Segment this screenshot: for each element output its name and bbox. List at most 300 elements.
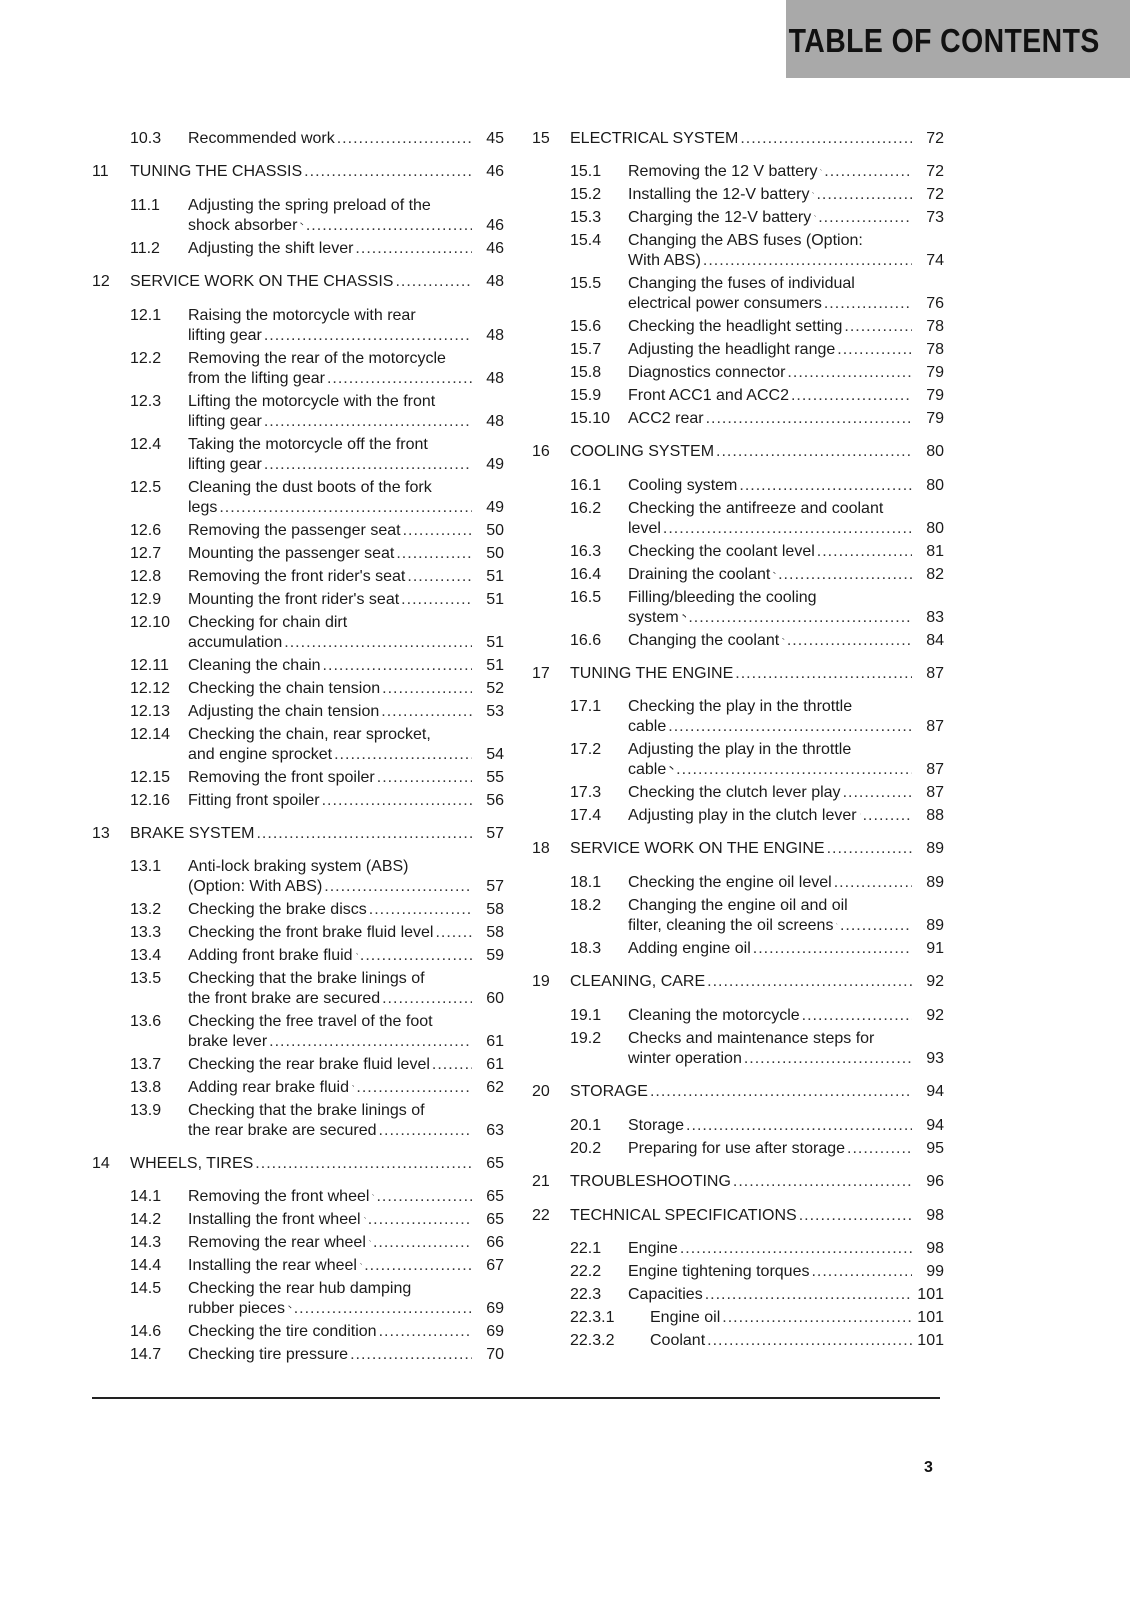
toc-entry-title: Preparing for use after storage <box>628 1140 846 1157</box>
toc-page-number: 74 <box>926 252 944 269</box>
dot-leader <box>382 989 472 1009</box>
toc-page-number: 61 <box>486 1033 504 1050</box>
toc-entry-number: 13.1 <box>130 858 162 875</box>
toc-entry-title: Changing the engine oil and oil <box>628 897 848 914</box>
toc-section-entry[interactable] <box>92 702 504 722</box>
toc-entry-number: 14.6 <box>130 1323 162 1340</box>
toc-entry-title: Capacities <box>628 1286 703 1303</box>
toc-entry-text <box>188 946 472 966</box>
toc-entry-title: Engine tightening torques <box>628 1263 810 1280</box>
toc-page-number: 65 <box>486 1188 504 1205</box>
toc-section-entry[interactable] <box>532 806 944 826</box>
toc-entry-text <box>188 1345 472 1365</box>
toc-entry-number: 11.2 <box>130 240 160 257</box>
toc-entry-title: Cleaning the chain <box>188 657 321 674</box>
toc-entry-text <box>650 1308 912 1328</box>
toc-entry-title: Installing the rear wheel <box>188 1257 357 1274</box>
toc-section-entry[interactable] <box>532 386 944 406</box>
toc-section-entry[interactable] <box>92 239 504 259</box>
dot-leader <box>350 1345 472 1365</box>
toc-section-entry[interactable] <box>92 435 504 475</box>
toc-entry-title: Coolant <box>650 1332 706 1349</box>
toc-entry-title: Anti-lock braking system (ABS) <box>188 858 409 875</box>
toc-entry-number: 13.7 <box>130 1056 162 1073</box>
toc-entry-text <box>570 1172 912 1192</box>
toc-section-entry[interactable] <box>92 768 504 788</box>
toc-entry-text <box>628 317 912 337</box>
toc-section-entry[interactable] <box>532 896 944 936</box>
page-number: 3 <box>924 1459 933 1476</box>
toc-entry-number: 16.1 <box>570 477 602 494</box>
dot-leader <box>364 1256 472 1276</box>
toc-section-entry[interactable] <box>92 1012 504 1052</box>
toc-entry-text <box>650 1331 912 1351</box>
toc-section-entry[interactable] <box>92 725 504 765</box>
toc-entry-number: 12.8 <box>130 568 162 585</box>
dot-leader <box>837 340 912 360</box>
toc-entry-text <box>188 478 472 518</box>
toc-entry-title: shock absorber <box>188 217 298 234</box>
dot-leader <box>824 162 912 182</box>
footer-divider <box>92 1397 940 1399</box>
toc-entry-text <box>188 1055 472 1075</box>
toc-entry-text <box>188 923 472 943</box>
toc-section-entry[interactable] <box>532 409 944 429</box>
toc-section-entry[interactable] <box>532 1006 944 1026</box>
toc-entry-text <box>628 939 912 959</box>
toc-entry-number: 10.3 <box>130 130 162 147</box>
dot-leader <box>284 633 472 653</box>
toc-entry-text <box>628 542 912 562</box>
toc-entry-number: 16.5 <box>570 589 602 606</box>
toc-section-entry[interactable] <box>532 697 944 737</box>
toc-entry-number: 13.3 <box>130 924 162 941</box>
toc-section-entry[interactable] <box>92 1233 504 1253</box>
toc-page-number: 51 <box>486 634 504 651</box>
dot-leader <box>818 208 912 228</box>
toc-entry-text <box>628 1116 912 1136</box>
toc-entry-number: 12.12 <box>130 680 171 697</box>
toc-entry-text <box>628 162 912 182</box>
toc-page-number: 67 <box>486 1257 504 1274</box>
toc-entry-title: Charging the 12-V battery <box>628 209 812 226</box>
toc-section-entry[interactable] <box>532 1139 944 1159</box>
toc-page-number: 79 <box>926 387 944 404</box>
toc-page-number: 72 <box>926 186 944 203</box>
toc-entry-title: accumulation <box>188 634 283 651</box>
toc-entry-text <box>628 783 912 803</box>
toc-section-entry[interactable] <box>532 631 944 651</box>
toc-entry-title: the rear brake are secured <box>188 1122 377 1139</box>
toc-section-entry[interactable] <box>532 476 944 496</box>
toc-entry-title: Adjusting the spring preload of the <box>188 197 431 214</box>
toc-page-number: 99 <box>926 1263 944 1280</box>
toc-page-number: 61 <box>486 1056 504 1073</box>
toc-entry-title: Checking tire pressure <box>188 1346 349 1363</box>
wrench-icon <box>682 610 687 622</box>
toc-entry-title: Storage <box>628 1117 685 1134</box>
dot-leader <box>294 1299 472 1319</box>
toc-section-entry[interactable] <box>532 939 944 959</box>
toc-section-entry[interactable] <box>532 317 944 337</box>
toc-chapter-entry[interactable] <box>532 664 944 684</box>
toc-section-entry[interactable] <box>92 613 504 653</box>
dot-leader <box>733 1172 912 1192</box>
toc-entry-number: 21 <box>532 1173 550 1190</box>
toc-entry-title: (Option: With ABS) <box>188 878 323 895</box>
toc-entry-text <box>188 1187 472 1207</box>
toc-entry-number: 15.7 <box>570 341 602 358</box>
toc-entry-number: 14.1 <box>130 1188 162 1205</box>
toc-entry-title: Checking the play in the throttle <box>628 698 853 715</box>
toc-entry-text <box>188 239 472 259</box>
toc-entry-number: 12.13 <box>130 703 171 720</box>
toc-section-entry[interactable] <box>532 1308 944 1328</box>
toc-entry-text <box>188 857 472 897</box>
dot-leader <box>381 702 472 722</box>
toc-entry-title: Checking the engine oil level <box>628 874 832 891</box>
toc-page-number: 101 <box>917 1309 944 1326</box>
toc-section-entry[interactable] <box>92 1055 504 1075</box>
toc-section-entry[interactable] <box>532 1239 944 1259</box>
header-banner <box>786 0 1130 78</box>
toc-entry-number: 22.3 <box>570 1286 602 1303</box>
toc-section-entry[interactable] <box>92 656 504 676</box>
toc-entry-number: 12.14 <box>130 726 171 743</box>
toc-entry-number: 15.2 <box>570 186 602 203</box>
toc-section-entry[interactable] <box>532 185 944 205</box>
toc-chapter-entry[interactable] <box>92 824 504 844</box>
toc-page-number: 45 <box>486 130 504 147</box>
dot-leader <box>688 608 912 628</box>
toc-section-entry[interactable] <box>532 363 944 383</box>
toc-entry-text <box>188 613 472 653</box>
toc-section-entry[interactable] <box>92 1101 504 1141</box>
toc-entry-number: 16.3 <box>570 543 602 560</box>
toc-entry-text <box>628 740 912 780</box>
dot-leader <box>668 717 912 737</box>
toc-entry-number: 18.2 <box>570 897 602 914</box>
toc-page-number: 79 <box>926 364 944 381</box>
toc-entry-title: Raising the motorcycle with rear <box>188 307 416 324</box>
toc-section-entry[interactable] <box>92 544 504 564</box>
toc-section-entry[interactable] <box>92 946 504 966</box>
toc-entry-title: Adding rear brake fluid <box>188 1079 349 1096</box>
toc-page-number: 92 <box>926 973 944 990</box>
toc-section-entry[interactable] <box>92 478 504 518</box>
dot-leader <box>355 239 472 259</box>
toc-entry-title: STORAGE <box>570 1083 648 1100</box>
wrench-icon <box>773 567 776 579</box>
toc-page-number: 57 <box>486 878 504 895</box>
toc-section-entry[interactable] <box>92 1210 504 1230</box>
toc-entry-title: Fitting front spoiler <box>188 792 320 809</box>
toc-section-entry[interactable] <box>532 1331 944 1351</box>
toc-entry-title: TROUBLESHOOTING <box>570 1173 731 1190</box>
toc-entry-text <box>188 900 472 920</box>
dot-leader <box>686 1116 912 1136</box>
toc-section-entry[interactable] <box>532 783 944 803</box>
toc-entry-number: 18.3 <box>570 940 602 957</box>
toc-entry-number: 15.9 <box>570 387 602 404</box>
toc-section-entry[interactable] <box>92 1345 504 1365</box>
toc-page-number: 89 <box>926 917 944 934</box>
toc-page-number: 49 <box>486 499 504 516</box>
toc-page-number: 101 <box>917 1286 944 1303</box>
toc-page-number: 93 <box>926 1050 944 1067</box>
dot-leader <box>802 1006 912 1026</box>
toc-section-entry[interactable] <box>92 791 504 811</box>
dot-leader <box>753 939 912 959</box>
toc-entry-text <box>628 340 912 360</box>
toc-section-entry[interactable] <box>532 1285 944 1305</box>
toc-entry-text <box>628 588 912 628</box>
toc-section-entry[interactable] <box>532 1116 944 1136</box>
toc-entry-text <box>188 791 472 811</box>
toc-entry-title: Checking the front brake fluid level <box>188 924 434 941</box>
toc-entry-text <box>570 1082 912 1102</box>
toc-page-number: 53 <box>486 703 504 720</box>
toc-entry-number: 14.7 <box>130 1346 162 1363</box>
toc-page-number: 55 <box>486 769 504 786</box>
toc-entry-title: Taking the motorcycle off the front <box>188 436 428 453</box>
toc-page-number: 69 <box>486 1323 504 1340</box>
toc-page-number: 72 <box>926 163 944 180</box>
toc-entry-title: WHEELS, TIRES <box>130 1155 254 1172</box>
toc-entry-title: Checking for chain dirt <box>188 614 348 631</box>
toc-section-entry[interactable] <box>92 1279 504 1319</box>
toc-page-number: 57 <box>486 825 504 842</box>
toc-entry-title: Installing the 12-V battery <box>628 186 810 203</box>
toc-entry-number: 12.2 <box>130 350 162 367</box>
toc-section-entry[interactable] <box>532 542 944 562</box>
toc-chapter-entry[interactable] <box>532 972 944 992</box>
wrench-icon <box>356 948 358 960</box>
toc-section-entry[interactable] <box>532 1029 944 1069</box>
toc-section-entry[interactable] <box>92 900 504 920</box>
toc-entry-number: 15 <box>532 130 550 147</box>
toc-entry-number: 13.5 <box>130 970 162 987</box>
toc-entry-text <box>628 806 912 826</box>
toc-entry-title: Removing the rear wheel <box>188 1234 366 1251</box>
toc-section-entry[interactable] <box>92 1256 504 1276</box>
toc-page-number: 101 <box>917 1332 944 1349</box>
toc-chapter-entry[interactable] <box>92 272 504 292</box>
toc-entry-text <box>628 274 912 314</box>
toc-page-number: 91 <box>926 940 944 957</box>
toc-section-entry[interactable] <box>532 873 944 893</box>
toc-entry-number: 13.2 <box>130 901 162 918</box>
toc-page-number: 76 <box>926 295 944 312</box>
dot-leader <box>791 386 912 406</box>
toc-page-number: 60 <box>486 990 504 1007</box>
toc-page-number: 81 <box>926 543 944 560</box>
toc-chapter-entry[interactable] <box>532 1082 944 1102</box>
toc-section-entry[interactable] <box>532 499 944 539</box>
toc-entry-text <box>570 972 912 992</box>
dot-leader <box>817 542 912 562</box>
toc-entry-text <box>188 392 472 432</box>
toc-entry-number: 17.3 <box>570 784 602 801</box>
dot-leader <box>379 1322 472 1342</box>
dot-leader <box>863 806 912 826</box>
dot-leader <box>663 519 912 539</box>
toc-entry-title: Checking the rear brake fluid level <box>188 1056 430 1073</box>
toc-chapter-entry[interactable] <box>92 162 504 182</box>
toc-section-entry[interactable] <box>92 590 504 610</box>
toc-page-number: 69 <box>486 1300 504 1317</box>
dot-leader <box>844 317 912 337</box>
toc-section-entry[interactable] <box>92 567 504 587</box>
dot-leader <box>739 476 912 496</box>
dot-leader <box>219 498 472 518</box>
toc-section-entry[interactable] <box>532 274 944 314</box>
toc-entry-text <box>188 1233 472 1253</box>
toc-entry-text <box>628 631 912 651</box>
toc-section-entry[interactable] <box>92 1187 504 1207</box>
dot-leader <box>650 1082 912 1102</box>
toc-chapter-entry[interactable] <box>92 1154 504 1174</box>
toc-entry-title: Removing the front rider's seat <box>188 568 406 585</box>
toc-section-entry[interactable] <box>532 340 944 360</box>
toc-chapter-entry[interactable] <box>532 1206 944 1226</box>
toc-section-entry[interactable] <box>92 306 504 346</box>
dot-leader <box>735 664 912 684</box>
toc-section-entry[interactable] <box>92 196 504 236</box>
toc-chapter-entry[interactable] <box>532 1172 944 1192</box>
toc-page-number: 46 <box>486 163 504 180</box>
toc-entry-number: 11.1 <box>130 197 160 214</box>
toc-entry-text <box>628 1006 912 1026</box>
toc-entry-text <box>188 1078 472 1098</box>
toc-entry-number: 13.9 <box>130 1102 162 1119</box>
dot-leader <box>377 768 472 788</box>
toc-entry-text <box>628 476 912 496</box>
toc-entry-title: from the lifting gear <box>188 370 325 387</box>
toc-entry-title: CLEANING, CARE <box>570 973 706 990</box>
toc-entry-title: Removing the front wheel <box>188 1188 370 1205</box>
toc-entry-number: 15.10 <box>570 410 611 427</box>
toc-entry-title: Changing the fuses of individual <box>628 275 855 292</box>
toc-section-entry[interactable] <box>92 1078 504 1098</box>
toc-entry-title: Front ACC1 and ACC2 <box>628 387 789 404</box>
toc-entry-title: Checking the clutch lever play <box>628 784 841 801</box>
dot-leader <box>840 916 912 936</box>
dot-leader <box>324 877 472 897</box>
wrench-icon <box>836 918 838 930</box>
toc-section-entry[interactable] <box>92 969 504 1009</box>
dot-leader <box>403 521 472 541</box>
toc-chapter-entry[interactable] <box>532 442 944 462</box>
toc-entry-number: 19.2 <box>570 1030 602 1047</box>
dot-leader <box>407 567 472 587</box>
toc-page-number: 54 <box>486 746 504 763</box>
toc-section-entry[interactable] <box>532 1262 944 1282</box>
dot-leader <box>304 162 472 182</box>
dot-leader <box>323 656 472 676</box>
toc-section-entry[interactable] <box>92 349 504 389</box>
toc-section-entry[interactable] <box>92 521 504 541</box>
toc-entry-title: Changing the ABS fuses (Option: <box>628 232 863 249</box>
dot-leader <box>705 1285 912 1305</box>
toc-entry-title: TUNING THE CHASSIS <box>130 163 303 180</box>
toc-page-number: 80 <box>926 520 944 537</box>
toc-section-entry[interactable] <box>92 679 504 699</box>
toc-entry-number: 15.1 <box>570 163 602 180</box>
toc-entry-text <box>628 873 912 893</box>
toc-section-entry[interactable] <box>532 740 944 780</box>
dot-leader <box>816 185 912 205</box>
toc-entry-title: Lifting the motorcycle with the front <box>188 393 436 410</box>
toc-entry-number: 14 <box>92 1155 110 1172</box>
dot-leader <box>379 1121 472 1141</box>
toc-section-entry[interactable] <box>532 588 944 628</box>
toc-entry-number: 13.8 <box>130 1079 162 1096</box>
toc-page-number: 65 <box>486 1211 504 1228</box>
toc-entry-title: Checking the coolant level <box>628 543 815 560</box>
toc-page-number: 87 <box>926 784 944 801</box>
toc-entry-number: 17 <box>532 665 550 682</box>
dot-leader <box>435 923 472 943</box>
toc-entry-title: Adjusting the shift lever <box>188 240 354 257</box>
toc-entry-number: 14.2 <box>130 1211 162 1228</box>
dot-leader <box>744 1049 912 1069</box>
toc-section-entry[interactable] <box>92 923 504 943</box>
dot-leader <box>799 1206 912 1226</box>
toc-section-entry[interactable] <box>532 208 944 228</box>
toc-section-entry[interactable] <box>532 231 944 271</box>
toc-entry-title: lifting gear <box>188 456 262 473</box>
toc-entry-title: Checking the chain tension <box>188 680 381 697</box>
dot-leader <box>334 745 472 765</box>
toc-section-entry[interactable] <box>532 565 944 585</box>
toc-page-number: 89 <box>926 874 944 891</box>
toc-entry-number: 12.7 <box>130 545 162 562</box>
toc-entry-number: 12.9 <box>130 591 162 608</box>
toc-page-number: 87 <box>926 718 944 735</box>
toc-section-entry[interactable] <box>92 392 504 432</box>
toc-section-entry[interactable] <box>532 162 944 182</box>
toc-page-number: 51 <box>486 657 504 674</box>
toc-entry-title: Engine <box>628 1240 678 1257</box>
toc-entry-title: Checks and maintenance steps for <box>628 1030 875 1047</box>
toc-chapter-entry[interactable] <box>532 839 944 859</box>
dot-leader <box>432 1055 472 1075</box>
toc-entry-title: ACC2 rear <box>628 410 704 427</box>
toc-entry-number: 12.1 <box>130 307 162 324</box>
toc-page-number: 48 <box>486 327 504 344</box>
toc-page-number: 96 <box>926 1173 944 1190</box>
toc-entry-number: 20.2 <box>570 1140 602 1157</box>
toc-entry-text <box>628 896 912 936</box>
toc-section-entry[interactable] <box>92 1322 504 1342</box>
toc-entry-number: 12.15 <box>130 769 171 786</box>
toc-section-entry[interactable] <box>92 129 504 149</box>
toc-entry-title: legs <box>188 499 218 516</box>
toc-page-number: 70 <box>486 1346 504 1363</box>
toc-chapter-entry[interactable] <box>532 129 944 149</box>
toc-section-entry[interactable] <box>92 857 504 897</box>
dot-leader <box>264 326 472 346</box>
dot-leader <box>707 972 912 992</box>
toc-entry-title: Checking that the brake linings of <box>188 1102 425 1119</box>
toc-entry-number: 19.1 <box>570 1007 602 1024</box>
toc-entry-title: Mounting the passenger seat <box>188 545 395 562</box>
toc-entry-text <box>188 544 472 564</box>
toc-entry-title: winter operation <box>628 1050 742 1067</box>
toc-entry-text <box>628 1262 912 1282</box>
toc-page-number: 46 <box>486 240 504 257</box>
